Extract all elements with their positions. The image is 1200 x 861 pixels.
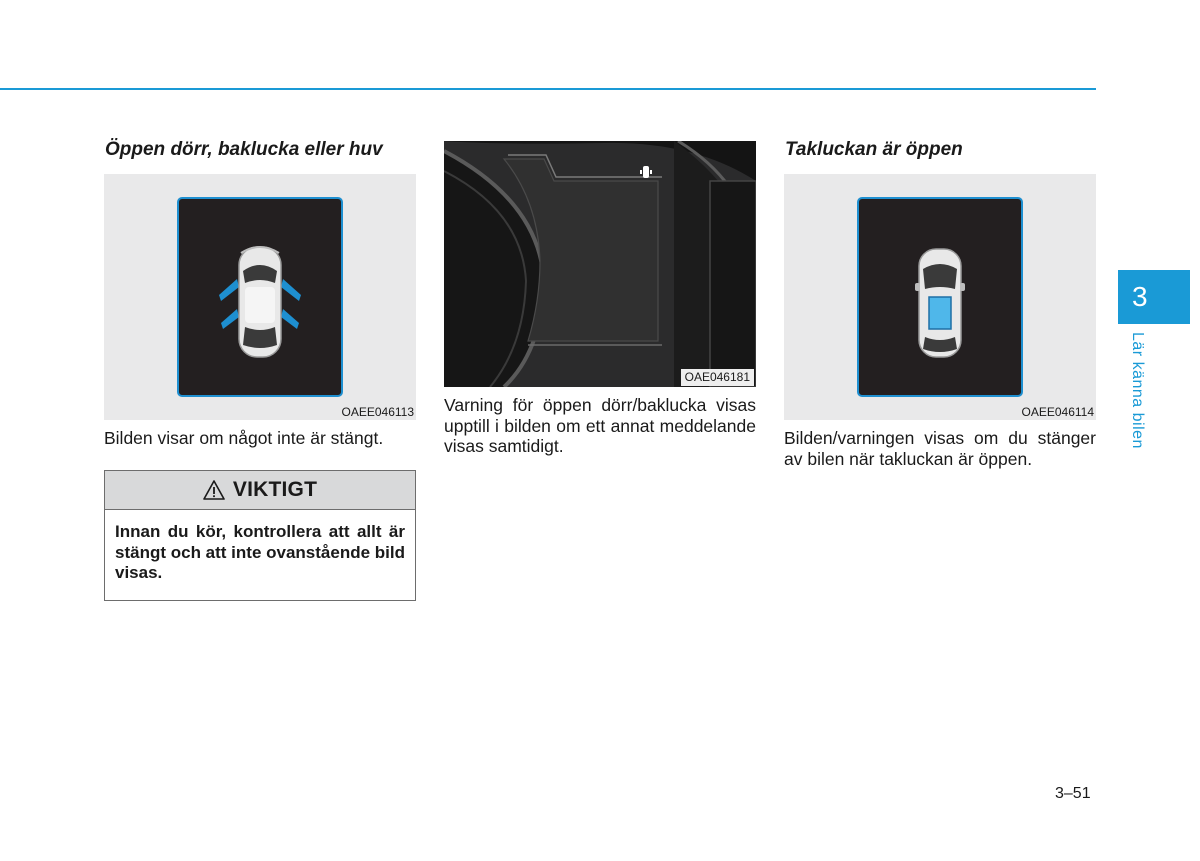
warning-triangle-icon <box>203 480 225 500</box>
warning-header <box>105 471 415 510</box>
top-rule <box>0 88 1096 90</box>
page-number: 3–51 <box>1055 785 1091 802</box>
sunroof-description: Bilden/varningen visas om du stänger av bilen när takluckan är öppen. <box>784 428 1096 469</box>
open-door-description: Bilden visar om något inte är stängt. <box>104 428 384 448</box>
open-door-figure <box>104 174 416 420</box>
warning-title: VIKTIGT <box>232 478 318 501</box>
car-doors-open-icon <box>179 199 341 395</box>
chapter-title: Lär känna bilen <box>1129 332 1146 449</box>
chapter-tab <box>1118 270 1190 324</box>
warning-box <box>104 470 416 601</box>
chapter-number: 3 <box>1132 281 1148 312</box>
instrument-cluster-illustration <box>444 141 756 387</box>
instrument-cluster-figure <box>444 141 756 387</box>
cluster-description: Varning för öppen dörr/baklucka visas upptill i bilden om ett annat meddelande visas samtidigt. <box>444 395 756 456</box>
figure-code: OAE046181 <box>681 369 754 386</box>
section-heading-open-door: Öppen dörr, baklucka eller huv <box>105 139 383 160</box>
sunroof-figure <box>784 174 1096 420</box>
figure-code: OAEE046113 <box>341 405 414 419</box>
figure-code: OAEE046114 <box>1021 405 1094 419</box>
cluster-display <box>177 197 343 397</box>
cluster-display <box>857 197 1023 397</box>
warning-body: Innan du kör, kontrollera att allt är stängt och att inte ovanstående bild visas. <box>115 522 405 582</box>
car-sunroof-open-icon <box>859 199 1021 395</box>
section-heading-sunroof: Takluckan är öppen <box>785 139 963 160</box>
